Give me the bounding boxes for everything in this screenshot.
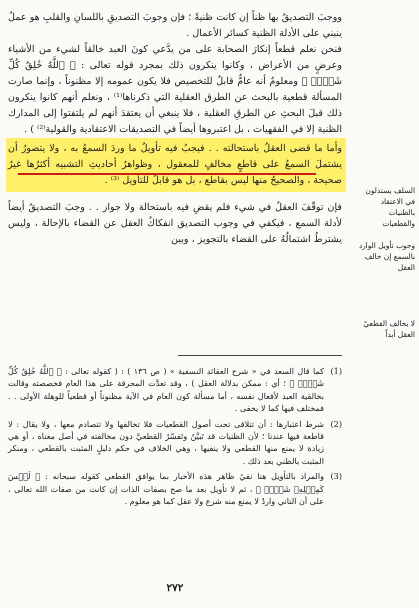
footnote-number: (1)	[330, 366, 342, 376]
footnote-text: والمراد بالتأويل هنا نفيُ ظاهر هذه الأخبار بما يوافق القطعي كقوله سبحانه : ﴿ لَيۡسَ كَمِثۡلِهِۦ شَيۡءٞ ﴾ ، ثم لا تأويل بعد ما صح بصفات الذات إن كانت من صفات الله تعالى ، على أن التاني واردٌ لا يمنع منه شرع ولا عقل كما هو معلوم .	[8, 471, 324, 507]
sidenote-3: لا يخالف القطعيّ العقل أبداً	[363, 319, 415, 339]
paragraph-4: فإن توقّفَ العقلُ في شيء فلم يقضِ فيه باستحالة ولا جواز . . وجبَ التصديقُ أيضاً لأدلة السمع ، فيكفي في وجوب التصديق انفكاكُ العقل عن القضاء بالإحالة ، وليس يشترطُ اشتمالُهُ على القضاء بالتجويز ، وبين	[8, 202, 342, 245]
footnotes	[8, 365, 342, 510]
paragraph-2: فنحن نعلم قطعاً إنكارَ الصحابة على من يدَّعي كونَ العبد خالقاً لشيء من الأشياء وعرضٍ من الأعراض ، وكانوا ينكرون ذلك بمجرد قوله تعالى : ﴿ ٱللَّهُ خَٰلِقُ كُلِّ شَيۡءٖ ﴾ ومعلومٌ أنه عامٌّ قابلٌ للتخصيص فلا يكون عمومه إلا مظنوناً ، وإنما صارت المسألة قطعية بالبحث عن الطرق العقلية التي ذكرناها⁽¹⁾ ، ونعلم أنهم كانوا ينكرون ذلك قبلَ البحثِ عن الطرقِ العقلية ، فلا ينبغي أن يعتقدَ أنهم لم يلتفتوا إلى المدارك الظنية إلا في الفقهيات ، بل اعتبروها أيضاً في التصديقات الاعتقادية والقولية⁽²⁾ ) .	[8, 44, 343, 135]
footnote	[8, 418, 342, 468]
footnote-separator	[178, 355, 342, 356]
footnote-text: شرط اعتبارها : أن تتلاقى تحت أصول القطعيات فلا تخالفها ولا تتصادم معها ، ولا يقال : لا قاطعة فيها عندنا ؛ لأن الظنيات قد تَبيَّنُ وتَفسّرُ القطعيَّ دون مخالفته في أصل معناه ، أو هي زيادة لا يمنع منها القطعي ولا ينفيها ، وهي الخلاف في حكم دليلٍ المثبت بالقطعي ، ومنكر المثبت بالظني بعد ذلك .	[8, 418, 324, 466]
highlighted-passage	[6, 138, 346, 192]
page-number: ٢٧٢	[166, 582, 184, 594]
footnote	[8, 470, 342, 507]
footnote-number: (3)	[330, 471, 342, 482]
red-underline	[18, 173, 316, 175]
paragraph-3: وأما ما قضى العقلُ باستحالته . . فيجبُ فيه تأويلُ ما وردَ السمعُ به ، ولا يتصورُ أن يشتملَ السمعُ على قاطعٍ مخالفٍ للمعقول ، وظواهرُ أحاديثِ التشبيه أكثرُها غيرُ صحيحة ، والصحيحُ منها ليس بقاطع ، بل هو قابلٌ للتأويل ⁽³⁾ .	[8, 143, 342, 186]
sidenote-1: السلف يستدلون في الاعتقاد بالظنيات والقطعيات	[365, 186, 415, 228]
footnote-text: كما قال السعد في « شرح العقائد النسفية » ( ص ١٣٦ ) : ( كقوله تعالى : ﴿ ٱللَّهُ خَٰلِقُ كُلِّ شَيۡءٖ ﴾ ؛ أي : ممكن بدلالة العقل ) ، وقد تعدَّت المحرقة على هذا العام فخصصته وقالت بخالقية العبد لأفعال نفسه ، أما مسألة كون العام في الآية مظنوناً أو قطعياً للوهلة الأولى . . فمختلف فيها كما لا يخفى .	[8, 366, 324, 414]
main-text	[8, 10, 342, 248]
paragraph-1: ووجبَ التصديقُ بها ظناً إن كانت ظنيةً ؛ فإن وجوبَ التصديقِ باللسانِ والقلبِ هو عملٌ ينبني على الأدلة الظنية كسائر الأعمال .	[8, 12, 342, 39]
footnote	[8, 365, 342, 415]
footnote-number: (2)	[330, 418, 342, 429]
sidenote-2: وجوب تأويل الوارد بالسمع إن خالف العقل	[358, 241, 415, 272]
